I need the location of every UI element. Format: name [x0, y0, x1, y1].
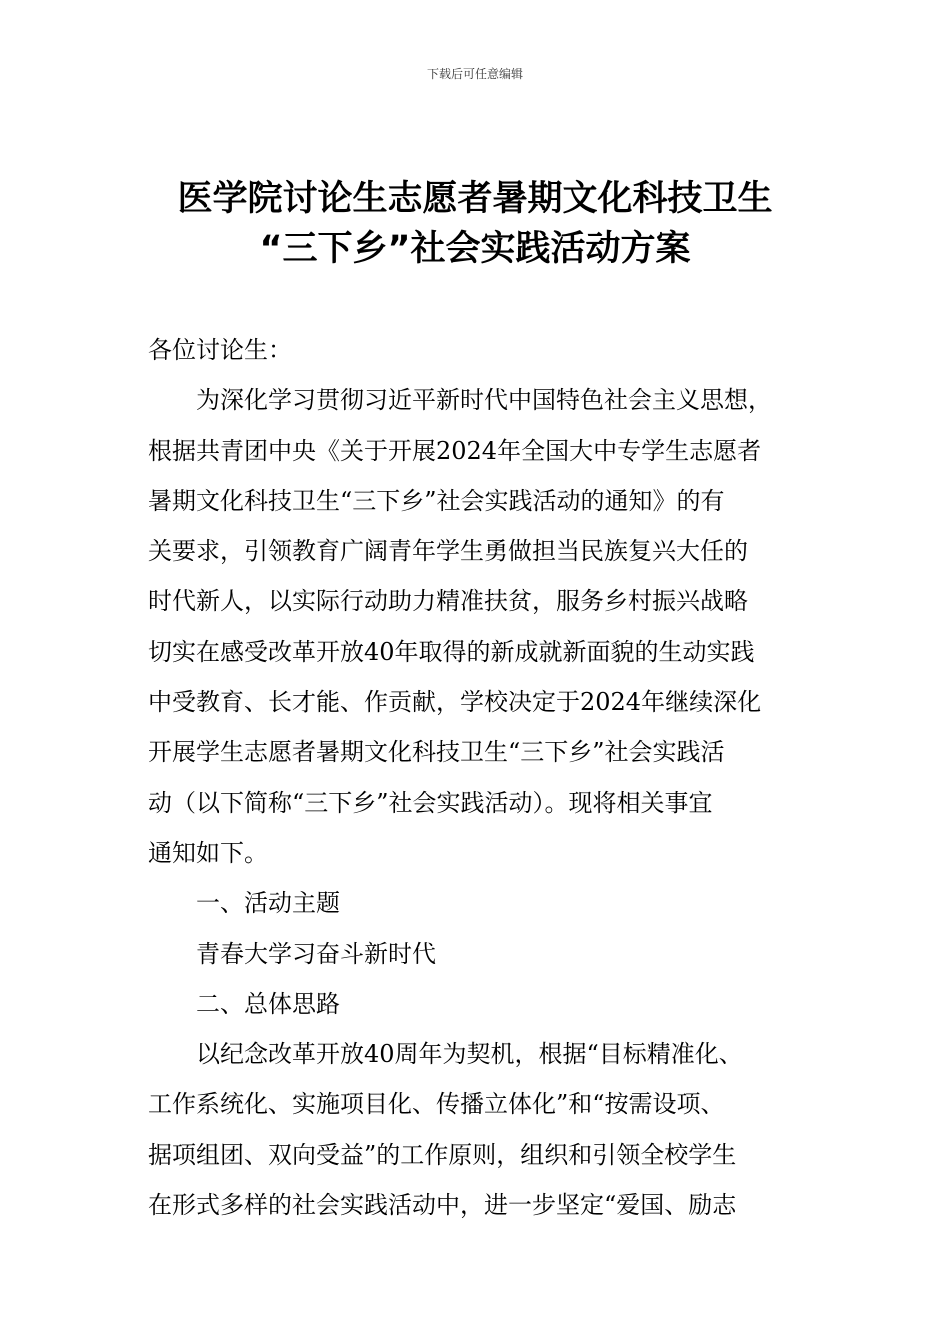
paragraph-line: 切实在感受改革开放40年取得的新成就新面貌的生动实践: [148, 637, 755, 666]
paragraph-line: 以纪念改革开放40周年为契机，根据“目标精准化、: [196, 1040, 743, 1069]
paragraph-line: 根据共青团中央《关于开展2024年全国大中专学生志愿者: [148, 436, 762, 465]
paragraph-line: 暑期文化科技卫生“三下乡”社会实践活动的通知》的有: [148, 486, 725, 515]
paragraph-line: 关要求，引领教育广阔青年学生勇做担当民族复兴大任的: [148, 537, 748, 566]
paragraph-line: 工作系统化、实施项目化、传播立体化”和“按需设项、: [148, 1090, 725, 1119]
paragraph-line: 时代新人，以实际行动助力精准扶贫，服务乡村振兴战略: [148, 587, 748, 616]
title-line-1: 医学院讨论生志愿者暑期文化科技卫生: [177, 179, 773, 219]
paragraph-line: 在形式多样的社会实践活动中，进一步坚定“爱国、励志: [148, 1191, 737, 1220]
paragraph-line: 动（以下简称“三下乡”社会实践活动）。现将相关事宜: [148, 788, 713, 817]
paragraph-line: 中受教育、长才能、作贡献，学校决定于2024年继续深化: [148, 688, 762, 717]
document-body: [148, 325, 808, 1230]
paragraph-line: 为深化学习贯彻习近平新时代中国特色社会主义思想，: [196, 386, 772, 415]
title-line-2: “三下乡”社会实践活动方案: [259, 229, 691, 269]
document-title: [0, 174, 950, 274]
paragraph-line: 据项组团、双向受益”的工作原则，组织和引领全校学生: [148, 1140, 737, 1169]
section-2-heading: 二、总体思路: [196, 989, 340, 1018]
section-1-text: 青春大学习奋斗新时代: [196, 939, 436, 968]
section-1-heading: 一、活动主题: [196, 889, 340, 918]
paragraph-line: 通知如下。: [148, 838, 268, 867]
header-note: 下载后可任意编辑: [426, 67, 523, 81]
greeting: 各位讨论生：: [148, 336, 292, 364]
paragraph-line: 开展学生志愿者暑期文化科技卫生“三下乡”社会实践活: [148, 738, 725, 767]
